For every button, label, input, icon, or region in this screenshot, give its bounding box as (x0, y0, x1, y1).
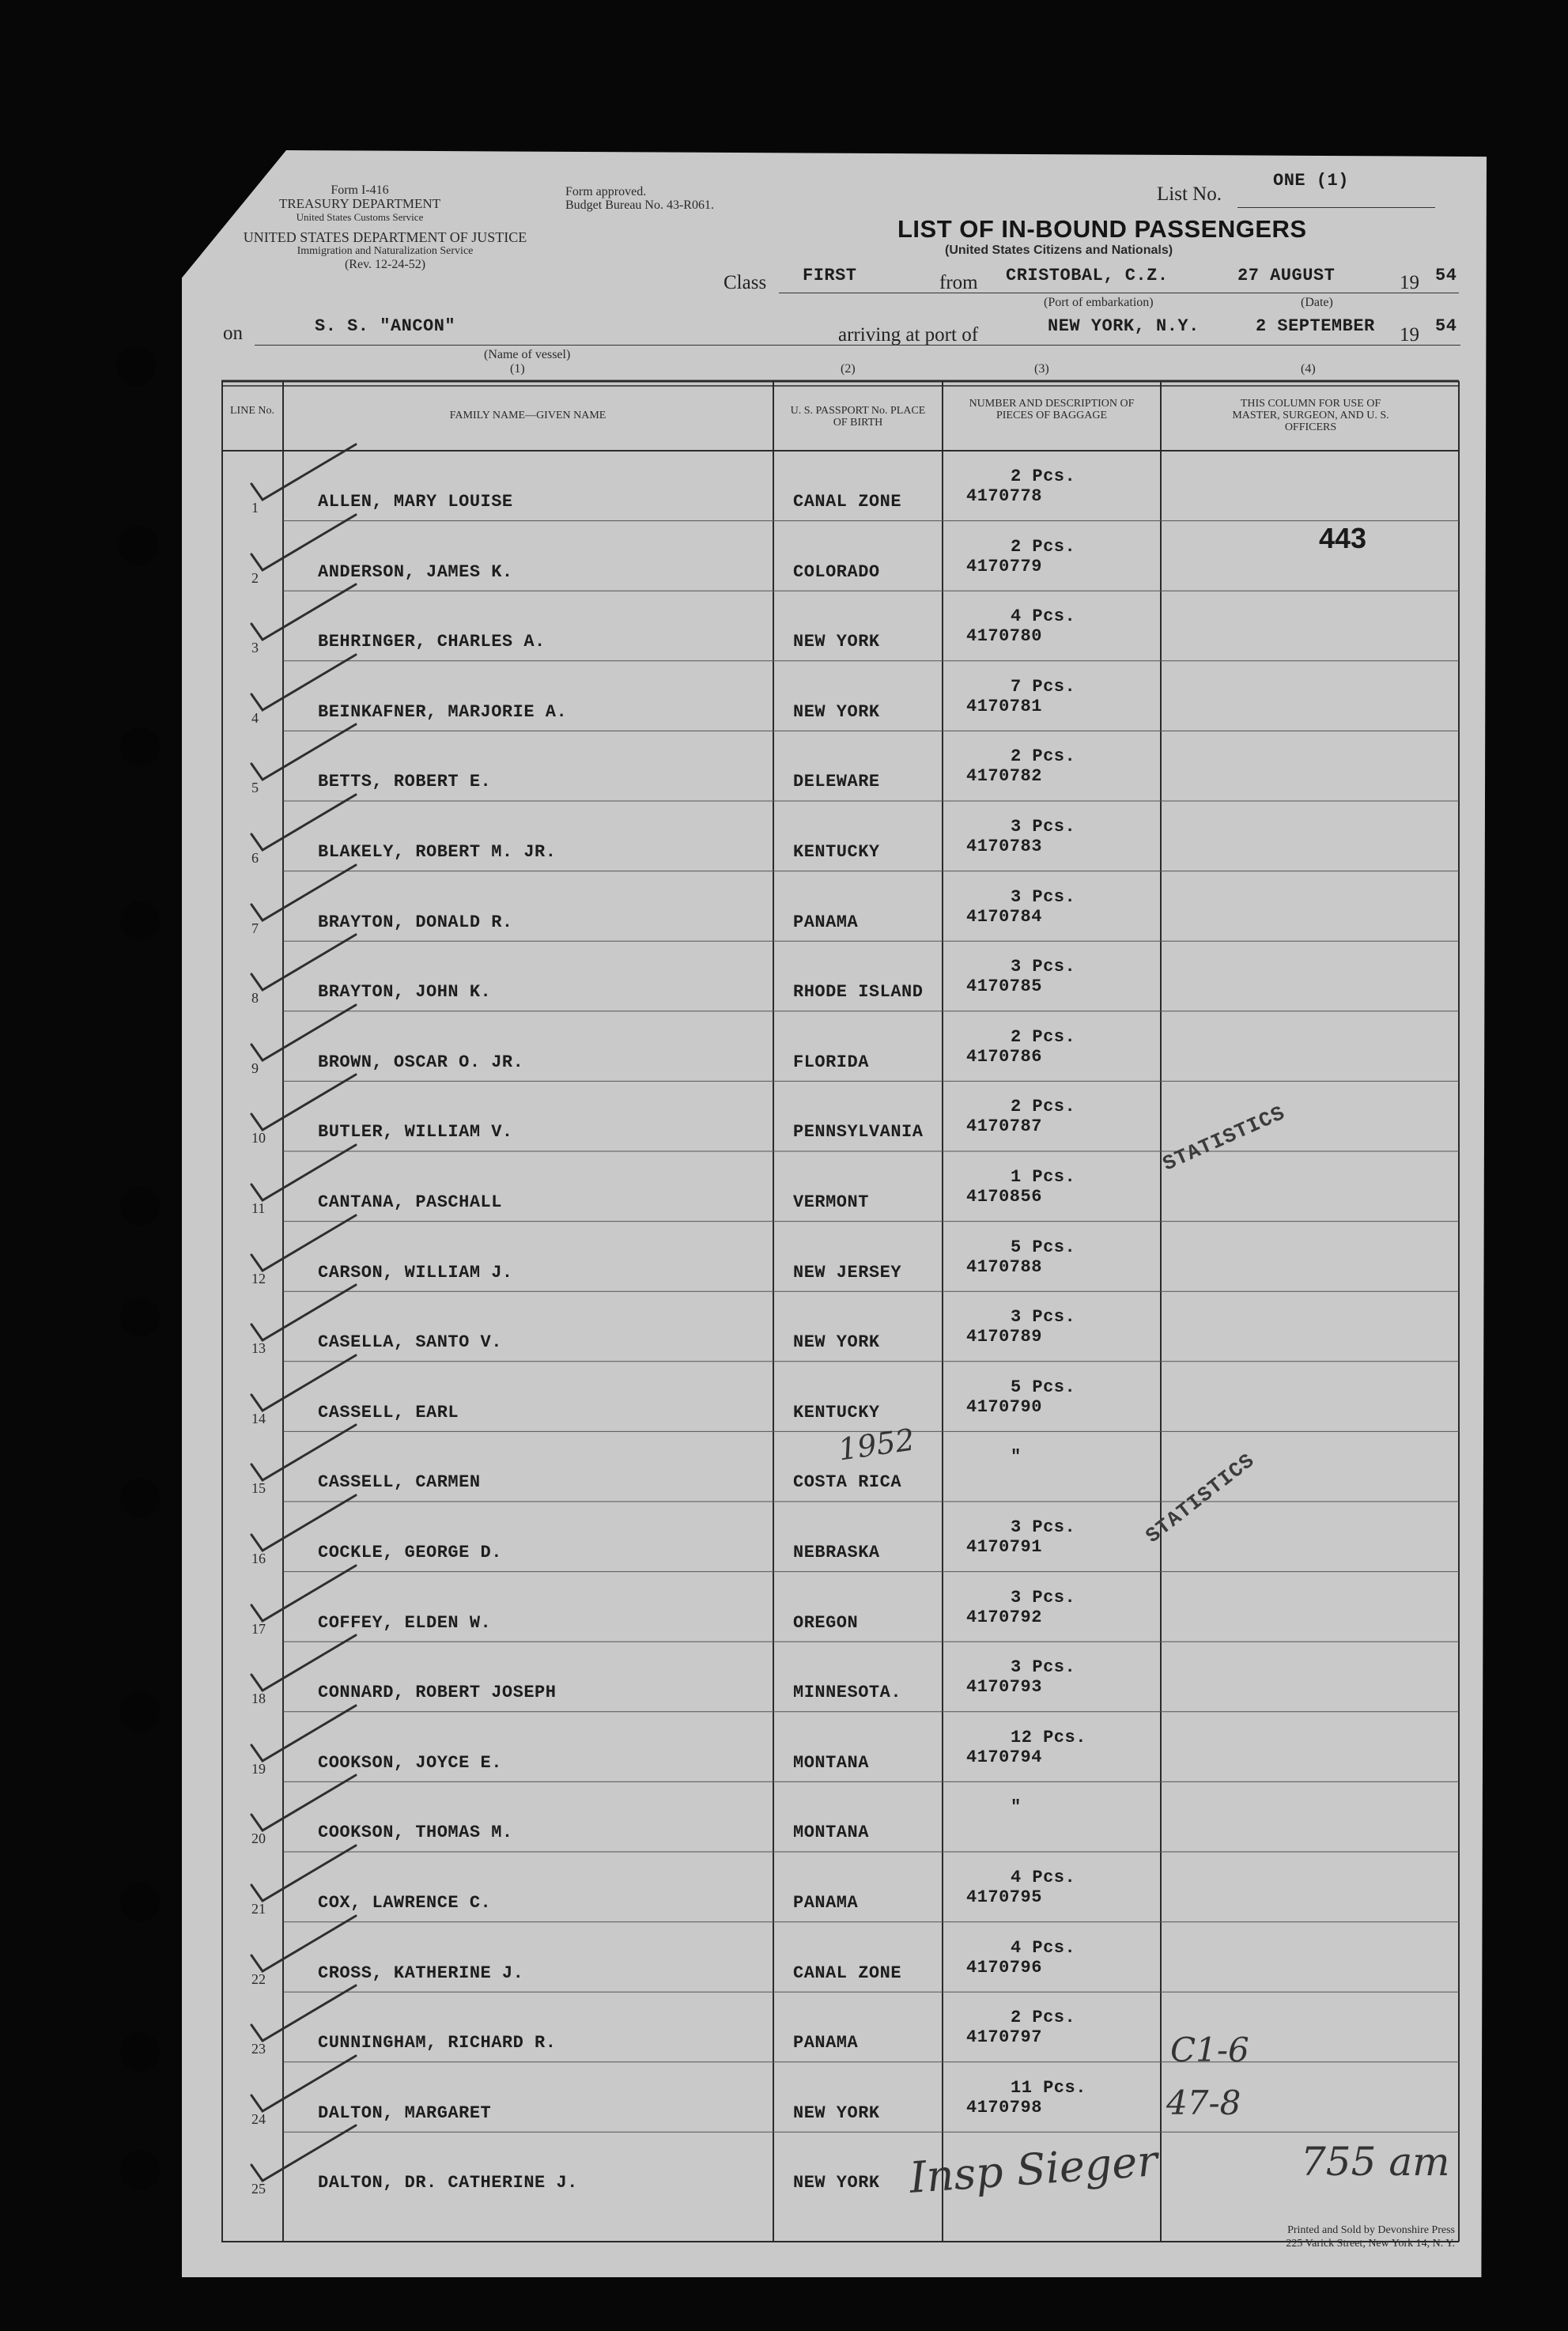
col-header-name: FAMILY NAME—GIVEN NAME (449, 410, 606, 421)
table-row (0, 1151, 1568, 1222)
from-label: from (939, 272, 978, 293)
statistics-stamp: STATISTICS (1141, 1449, 1260, 1548)
table-row (0, 451, 1568, 521)
baggage-pieces: 5 Pcs. (1011, 1377, 1076, 1397)
check-mark-icon (237, 1275, 372, 1354)
col-header-passport: U. S. PASSPORT No. PLACE OF BIRTH (790, 405, 926, 429)
table-row (0, 1781, 1568, 1852)
table-row (0, 1362, 1568, 1432)
baggage-tag: 4170795 (966, 1887, 1042, 1907)
page-subtitle: (United States Citizens and Nationals) (945, 244, 1173, 257)
table-row (0, 1222, 1568, 1292)
line-number: 22 (251, 1970, 266, 1987)
col-header-line-no: LINE No. (230, 405, 274, 417)
arrival-date: 2 SEPTEMBER (1256, 316, 1375, 336)
line-number: 17 (251, 1620, 266, 1637)
baggage-pieces: 3 Pcs. (1011, 1307, 1076, 1328)
check-mark-icon (237, 575, 372, 654)
table-row (0, 801, 1568, 871)
check-mark-icon (237, 1065, 372, 1144)
passenger-name: DALTON, DR. CATHERINE J. (318, 2173, 578, 2193)
passenger-count: 443 (1319, 522, 1367, 554)
col-num-4: (4) (1301, 362, 1316, 376)
passenger-name: CANTANA, PASCHALL (318, 1192, 502, 1212)
date-caption: (Date) (1301, 296, 1333, 309)
passenger-name: CASSELL, EARL (318, 1402, 459, 1422)
line-number: 5 (251, 780, 259, 796)
check-mark-icon (237, 1906, 372, 1985)
embark-port: CRISTOBAL, C.Z. (1006, 266, 1169, 285)
table-row (0, 731, 1568, 801)
passenger-name: COOKSON, JOYCE E. (318, 1752, 502, 1773)
baggage-tag: 4170856 (966, 1187, 1042, 1207)
check-mark-icon (237, 1486, 372, 1565)
line-number: 19 (251, 1760, 266, 1777)
line-number: 18 (251, 1691, 266, 1707)
baggage-tag: 4170782 (966, 766, 1042, 787)
baggage-pieces: 2 Pcs. (1011, 536, 1076, 557)
passenger-name: BEHRINGER, CHARLES A. (318, 632, 546, 652)
baggage-pieces: 7 Pcs. (1011, 676, 1076, 697)
place-of-birth: NEW YORK (793, 1332, 880, 1353)
place-of-birth: MINNESOTA. (793, 1683, 902, 1703)
class-label: Class (724, 272, 767, 293)
baggage-tag: 4170780 (966, 626, 1042, 647)
passenger-name: BROWN, OSCAR O. JR. (318, 1052, 524, 1072)
check-mark-icon (237, 1626, 372, 1705)
line-number: 15 (251, 1480, 266, 1497)
passenger-name: CASSELL, CARMEN (318, 1472, 481, 1493)
line-number: 21 (251, 1901, 266, 1917)
line-number: 8 (251, 990, 259, 1007)
baggage-pieces: 3 Pcs. (1011, 957, 1076, 977)
baggage-pieces: 2 Pcs. (1011, 1026, 1076, 1047)
baggage-pieces: 2 Pcs. (1011, 2008, 1076, 2028)
baggage-tag: 4170793 (966, 1677, 1042, 1698)
baggage-tag: 4170790 (966, 1396, 1042, 1417)
arrival-port: NEW YORK, N.Y. (1048, 316, 1200, 336)
line-number: 23 (251, 2041, 266, 2057)
baggage-pieces: 2 Pcs. (1011, 746, 1076, 767)
check-mark-icon (237, 1696, 372, 1775)
line-number: 20 (251, 1830, 266, 1847)
table-row (0, 2062, 1568, 2133)
line-number: 1 (251, 500, 259, 516)
table-row (0, 1642, 1568, 1712)
line-number: 10 (251, 1130, 266, 1147)
class-value: FIRST (803, 266, 857, 285)
vessel-name: S. S. "ANCON" (315, 316, 456, 336)
arrival-year-prefix: 19 (1400, 324, 1419, 346)
table-row (0, 661, 1568, 731)
check-mark-icon (237, 715, 372, 794)
form-approval: Form approved. Budget Bureau No. 43-R061. (565, 185, 714, 212)
place-of-birth: DELEWARE (793, 772, 880, 792)
table-row (0, 1081, 1568, 1151)
line-number: 16 (251, 1551, 266, 1566)
col-num-1: (1) (510, 362, 525, 376)
passenger-name: BEINKAFNER, MARJORIE A. (318, 701, 568, 722)
handwritten-year: 1952 (836, 1422, 917, 1468)
table-row (0, 1852, 1568, 1922)
baggage-pieces: 1 Pcs. (1011, 1167, 1076, 1187)
baggage-tag: 4170792 (966, 1607, 1042, 1627)
passenger-name: BETTS, ROBERT E. (318, 772, 492, 792)
place-of-birth: PANAMA (793, 912, 859, 932)
passenger-name: BLAKELY, ROBERT M. JR. (318, 842, 557, 862)
place-of-birth: MONTANA (793, 1752, 869, 1773)
baggage-pieces: 3 Pcs. (1011, 817, 1076, 837)
line-number: 9 (251, 1060, 259, 1076)
place-of-birth: NEW YORK (793, 632, 880, 652)
line-number: 7 (251, 920, 259, 936)
baggage-tag: 4170788 (966, 1256, 1042, 1277)
arriving-label: arriving at port of (838, 324, 979, 346)
passenger-name: DALTON, MARGARET (318, 2102, 492, 2123)
baggage-tag: 4170779 (966, 556, 1042, 576)
check-mark-icon (237, 1415, 372, 1494)
line-number: 25 (251, 2181, 266, 2197)
baggage-pieces: " (1011, 1447, 1022, 1468)
check-mark-icon (237, 1556, 372, 1635)
place-of-birth: NEW YORK (793, 2102, 880, 2123)
col-num-3: (3) (1034, 362, 1049, 376)
baggage-tag: 4170794 (966, 1747, 1042, 1767)
baggage-tag: 4170781 (966, 696, 1042, 716)
baggage-pieces: 3 Pcs. (1011, 886, 1076, 907)
table-row (0, 1922, 1568, 1993)
line-number: 14 (251, 1410, 266, 1426)
check-mark-icon (237, 505, 372, 584)
place-of-birth: NEBRASKA (793, 1543, 880, 1562)
table-row (0, 1291, 1568, 1362)
baggage-pieces: " (1011, 1797, 1022, 1818)
form-number-block: Form I-416 TREASURY DEPARTMENT United States Customs Service (278, 183, 441, 223)
check-mark-icon (237, 2046, 372, 2125)
baggage-tag: 4170783 (966, 837, 1042, 856)
passenger-name: BRAYTON, JOHN K. (318, 982, 492, 1003)
baggage-pieces: 3 Pcs. (1011, 1657, 1076, 1678)
agency-block: UNITED STATES DEPARTMENT OF JUSTICE Immigration and Naturalization Service (Rev. 12-24-52) (243, 229, 527, 271)
place-of-birth: NEW YORK (793, 701, 880, 722)
line-number: 3 (251, 640, 259, 656)
table-row (0, 941, 1568, 1011)
baggage-pieces: 4 Pcs. (1011, 1868, 1076, 1887)
handwritten-note-c: C1-6 (1170, 2031, 1249, 2069)
baggage-pieces: 4 Pcs. (1011, 1937, 1076, 1958)
place-of-birth: MONTANA (793, 1823, 869, 1843)
handwritten-time: 755 am (1301, 2139, 1450, 2185)
place-of-birth: COLORADO (793, 561, 880, 582)
inspector-signature: Insp Sieger (908, 2136, 1159, 2203)
check-mark-icon (237, 1346, 372, 1425)
line-number: 11 (251, 1200, 266, 1216)
list-no-label: List No. (1157, 183, 1222, 205)
baggage-tag: 4170785 (966, 977, 1042, 997)
line-number: 13 (251, 1340, 266, 1357)
col-header-officers: THIS COLUMN FOR USE OF MASTER, SURGEON, AND U. S. OFFICERS (1232, 398, 1389, 433)
baggage-tag: 4170789 (966, 1327, 1042, 1347)
baggage-pieces: 3 Pcs. (1011, 1587, 1076, 1608)
line-number: 12 (251, 1270, 266, 1286)
baggage-pieces: 2 Pcs. (1011, 467, 1076, 486)
check-mark-icon (237, 1836, 372, 1915)
check-mark-icon (237, 435, 372, 514)
place-of-birth: CANAL ZONE (793, 1963, 902, 1983)
table-row (0, 1572, 1568, 1642)
passenger-name: ANDERSON, JAMES K. (318, 561, 513, 582)
check-mark-icon (237, 925, 372, 1004)
place-of-birth: CANAL ZONE (793, 492, 902, 512)
handwritten-note-d: 47-8 (1166, 2084, 1241, 2122)
passenger-name: ALLEN, MARY LOUISE (318, 492, 513, 512)
place-of-birth: COSTA RICA (793, 1472, 902, 1493)
departure-year: 54 (1435, 266, 1457, 285)
place-of-birth: KENTUCKY (793, 842, 880, 862)
baggage-pieces: 3 Pcs. (1011, 1517, 1076, 1537)
table-row (0, 1011, 1568, 1082)
line-number: 6 (251, 850, 259, 866)
passenger-name: COCKLE, GEORGE D. (318, 1543, 502, 1562)
departure-year-prefix: 19 (1400, 272, 1419, 293)
check-mark-icon (237, 1135, 372, 1215)
baggage-pieces: 2 Pcs. (1011, 1097, 1076, 1117)
table-row (0, 591, 1568, 661)
baggage-tag: 4170787 (966, 1116, 1042, 1137)
table-row (0, 871, 1568, 942)
baggage-pieces: 4 Pcs. (1011, 606, 1076, 627)
printer-credit: Printed and Sold by Devonshire Press 225 Varick Street, New York 14, N. Y. (1286, 2224, 1455, 2250)
col-header-baggage: NUMBER AND DESCRIPTION OF PIECES OF BAGGAGE (969, 398, 1135, 421)
passenger-name: COFFEY, ELDEN W. (318, 1612, 492, 1633)
passenger-name: CARSON, WILLIAM J. (318, 1262, 513, 1283)
port-embarkation-caption: (Port of embarkation) (1044, 296, 1154, 309)
baggage-tag: 4170786 (966, 1046, 1042, 1067)
check-mark-icon (237, 1976, 372, 2055)
check-mark-icon (237, 856, 372, 935)
place-of-birth: PENNSYLVANIA (793, 1122, 924, 1143)
place-of-birth: FLORIDA (793, 1052, 869, 1072)
place-of-birth: NEW JERSEY (793, 1262, 902, 1283)
passenger-name: CROSS, KATHERINE J. (318, 1963, 524, 1983)
baggage-tag: 4170784 (966, 906, 1042, 927)
place-of-birth: VERMONT (793, 1192, 869, 1212)
passenger-name: CONNARD, ROBERT JOSEPH (318, 1683, 557, 1703)
place-of-birth: OREGON (793, 1612, 859, 1633)
baggage-pieces: 5 Pcs. (1011, 1237, 1076, 1257)
passenger-name: BUTLER, WILLIAM V. (318, 1122, 513, 1143)
check-mark-icon (237, 1766, 372, 1845)
baggage-pieces: 11 Pcs. (1011, 2077, 1086, 2098)
passenger-name: CUNNINGHAM, RICHARD R. (318, 2033, 557, 2053)
place-of-birth: PANAMA (793, 2033, 859, 2053)
col-num-2: (2) (841, 362, 856, 376)
place-of-birth: KENTUCKY (793, 1402, 880, 1422)
check-mark-icon (237, 995, 372, 1075)
baggage-tag: 4170797 (966, 2027, 1042, 2048)
on-label: on (223, 323, 243, 344)
vessel-caption: (Name of vessel) (484, 348, 571, 361)
passenger-name: COOKSON, THOMAS M. (318, 1823, 513, 1843)
check-mark-icon (237, 645, 372, 724)
passenger-name: CASELLA, SANTO V. (318, 1332, 502, 1353)
baggage-tag: 4170791 (966, 1537, 1042, 1557)
passenger-name: BRAYTON, DONALD R. (318, 912, 513, 932)
check-mark-icon (237, 1206, 372, 1285)
place-of-birth: RHODE ISLAND (793, 982, 924, 1003)
place-of-birth: PANAMA (793, 1893, 859, 1913)
list-no-value: ONE (1) (1273, 171, 1349, 191)
table-row (0, 1431, 1568, 1502)
baggage-tag: 4170796 (966, 1957, 1042, 1978)
statistics-stamp: STATISTICS (1159, 1101, 1289, 1177)
arrival-year: 54 (1435, 316, 1457, 336)
line-number: 2 (251, 569, 259, 586)
place-of-birth: NEW YORK (793, 2173, 880, 2193)
check-mark-icon (237, 2116, 372, 2195)
passenger-name: COX, LAWRENCE C. (318, 1893, 492, 1913)
baggage-pieces: 12 Pcs. (1011, 1727, 1086, 1747)
baggage-tag: 4170778 (966, 486, 1042, 506)
baggage-tag: 4170798 (966, 2097, 1042, 2118)
departure-date: 27 AUGUST (1237, 266, 1336, 285)
page-title: LIST OF IN-BOUND PASSENGERS (897, 215, 1307, 243)
check-mark-icon (237, 785, 372, 864)
table-row (0, 1992, 1568, 2062)
line-number: 24 (251, 2110, 266, 2127)
table-row (0, 1712, 1568, 1782)
line-number: 4 (251, 709, 259, 726)
table-row (0, 1502, 1568, 1572)
